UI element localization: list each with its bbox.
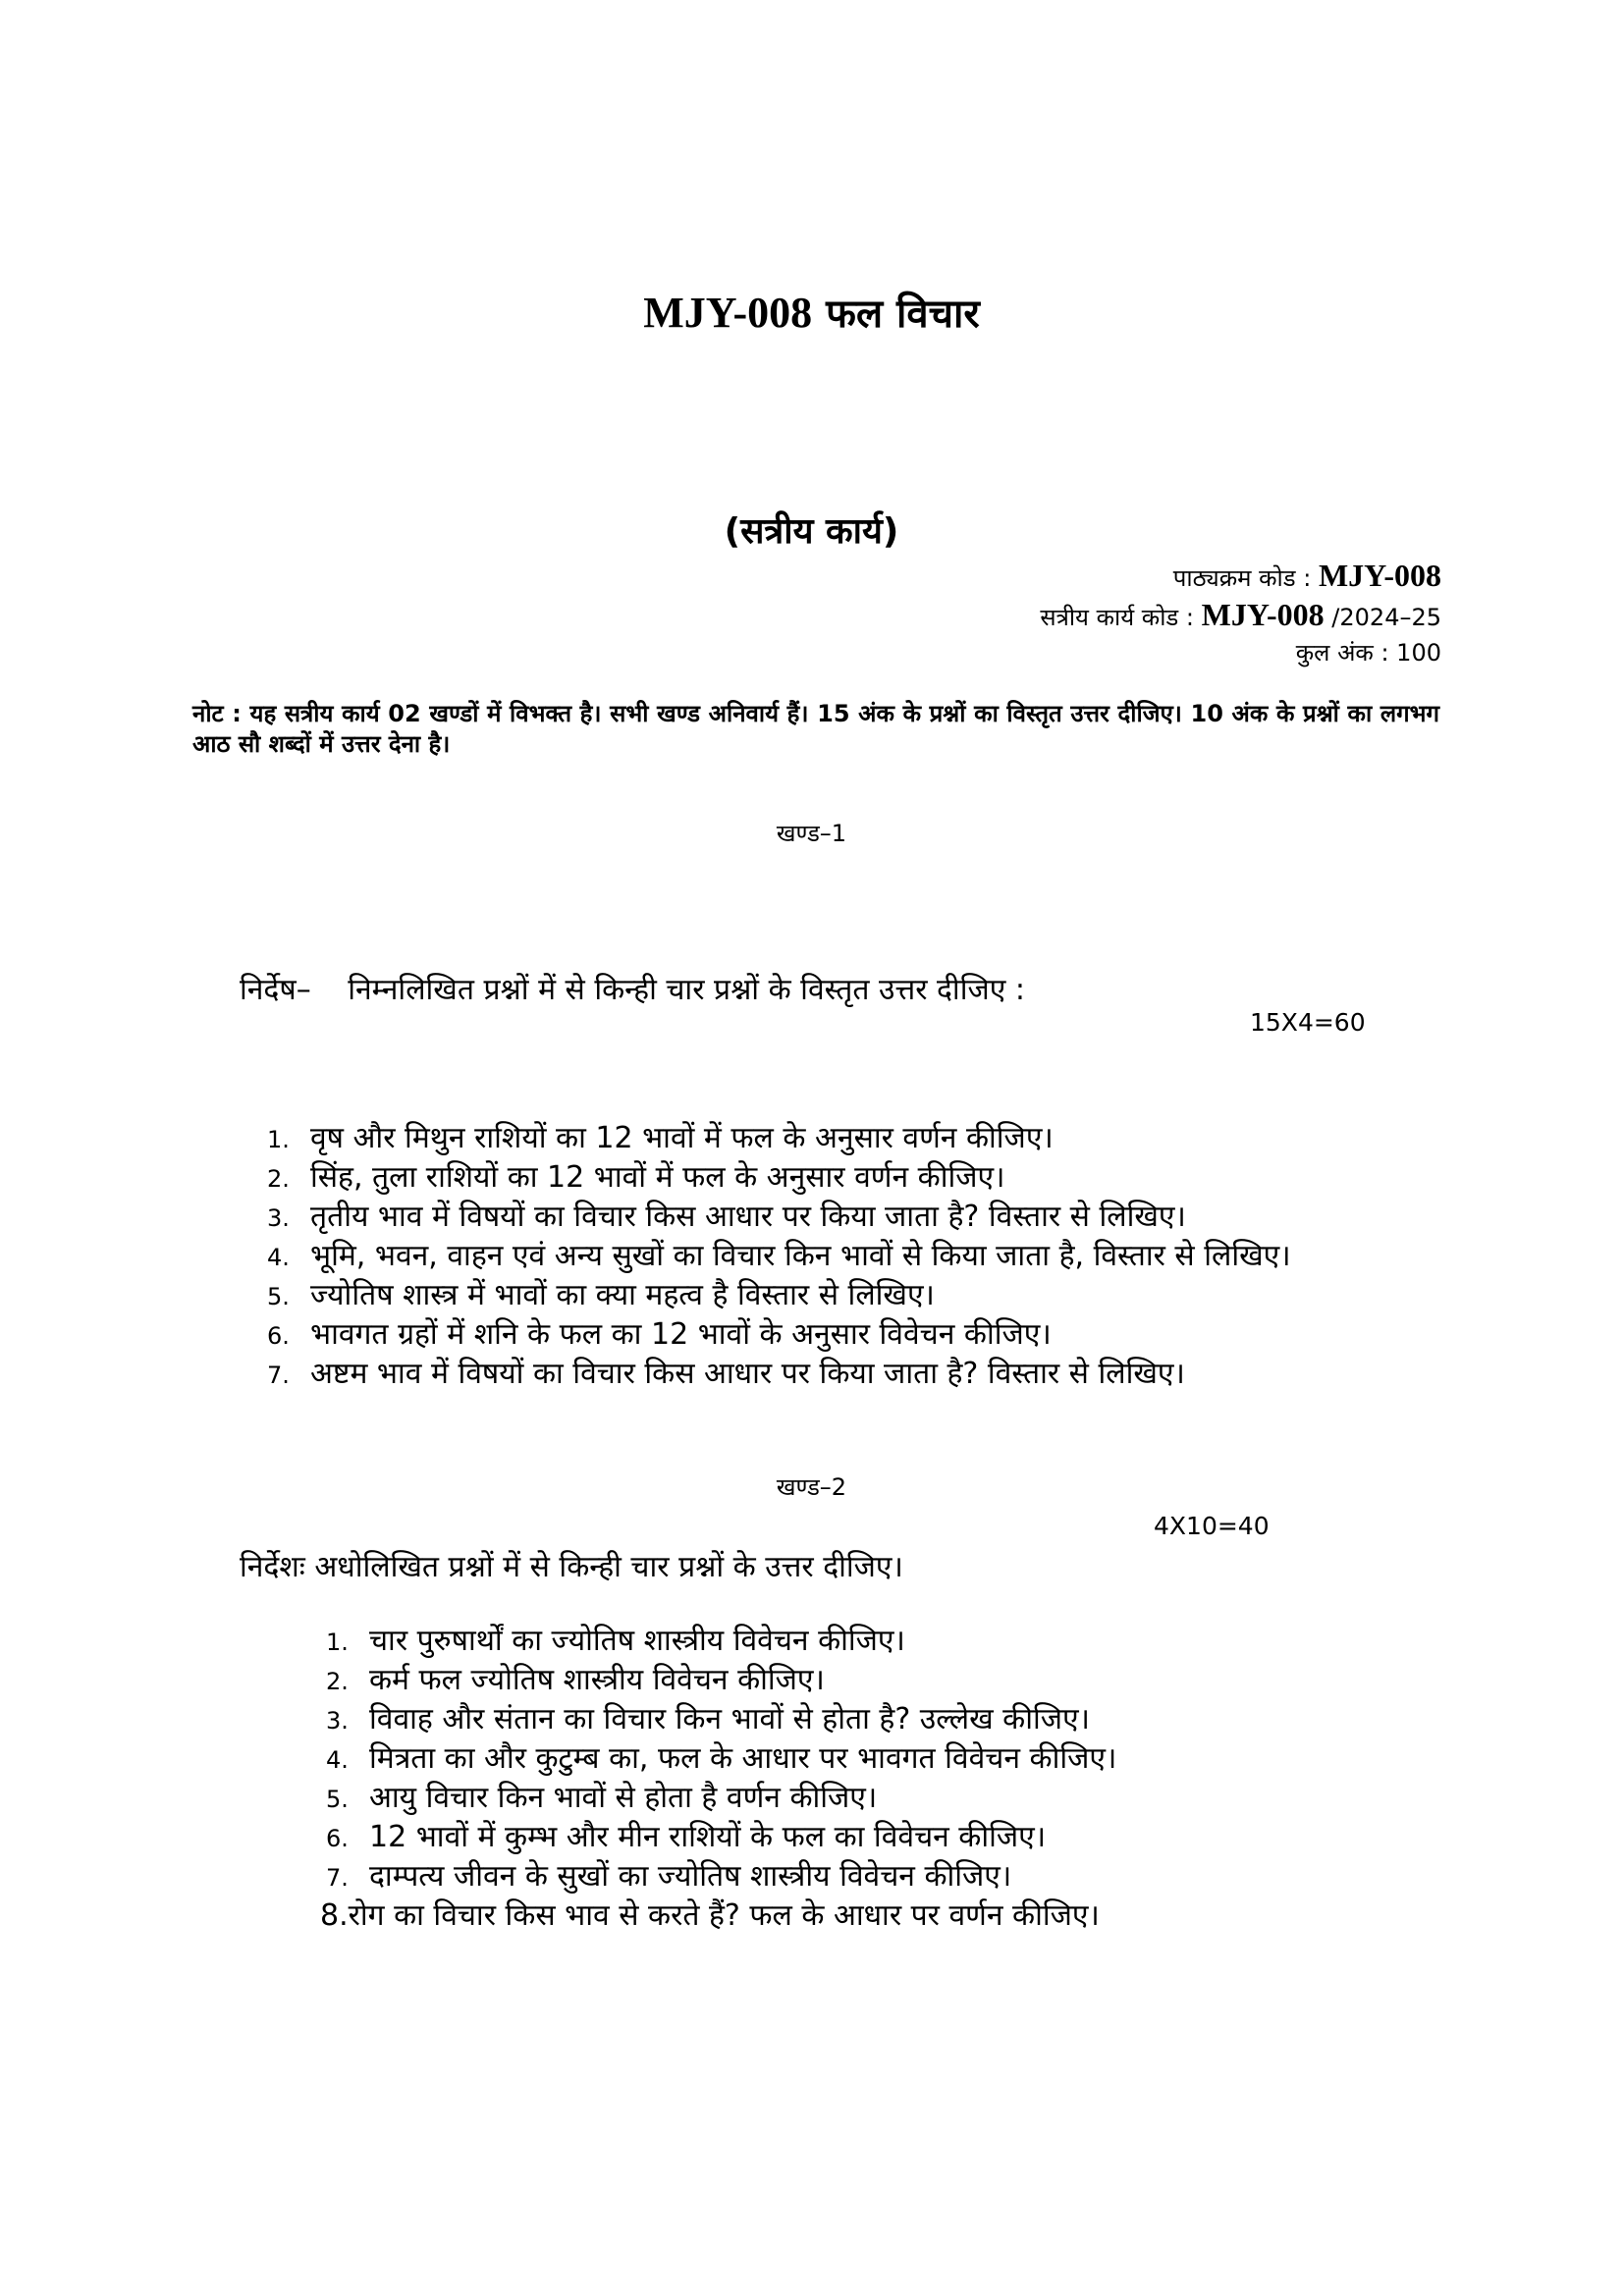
section-2-instruction: निर्देशः अधोलिखित प्रश्नों में से किन्ही चार प्रश्नों के उत्तर दीजिए। (240, 1550, 903, 1584)
question-number: 4. (326, 1746, 349, 1774)
question-number: 5. (267, 1283, 290, 1310)
question-text: वृष और मिथुन राशियों का 12 भावों में फल के अनुसार वर्णन कीजिए। (310, 1121, 1054, 1155)
question-text: विवाह और संतान का विचार किन भावों से होता है? उल्लेख कीजिए। (369, 1702, 1090, 1736)
assignment-code-value: MJY-008 (1201, 597, 1325, 632)
section-1-instruction-text: निम्नलिखित प्रश्नों में से किन्ही चार प्रश्नों के विस्तृत उत्तर दीजिए : (348, 973, 1025, 1007)
question-number: 1. (326, 1629, 349, 1656)
section-1-heading: खण्ड–1 (776, 820, 847, 847)
assignment-year: /2024–25 (1331, 604, 1441, 631)
question-text: ज्योतिष शास्त्र में भावों का क्या महत्व है विस्तार से लिखिए। (310, 1278, 935, 1312)
course-code-line (1173, 558, 1441, 594)
list-item (267, 1237, 1291, 1276)
total-marks: कुल अंक : 100 (1295, 639, 1441, 667)
section-1-marks: 15X4=60 (1250, 1008, 1366, 1037)
list-item (267, 1355, 1291, 1394)
section-1-instruction (240, 968, 1025, 1008)
course-code-value: MJY-008 (1318, 558, 1441, 593)
question-number: 5. (326, 1786, 349, 1813)
assignment-code-label: सत्रीय कार्य कोड : (1040, 604, 1194, 631)
question-text: सिंह, तुला राशियों का 12 भावों में फल के अनुसार वर्णन कीजिए। (310, 1160, 1005, 1195)
question-number: 2. (326, 1668, 349, 1695)
section-2-marks: 4X10=40 (1154, 1512, 1270, 1540)
page-subtitle: (सत्रीय कार्य) (724, 511, 899, 552)
question-text: मित्रता का और कुटुम्ब का, फल के आधार पर भावगत विवेचन कीजिए। (369, 1741, 1117, 1776)
question-text: कर्म फल ज्योतिष शास्त्रीय विवेचन कीजिए। (369, 1663, 825, 1697)
list-item (267, 1119, 1291, 1158)
question-number: 2. (267, 1165, 290, 1193)
question-number: 7. (326, 1864, 349, 1892)
question-number: 4. (267, 1244, 290, 1271)
question-text: अष्टम भाव में विषयों का विचार किस आधार पर किया जाता है? विस्तार से लिखिए। (310, 1357, 1185, 1391)
question-text: दाम्पत्य जीवन के सुखों का ज्योतिष शास्त्रीय विवेचन कीजिए। (369, 1859, 1012, 1894)
question-text: चार पुरुषार्थों का ज्योतिष शास्त्रीय विवेचन कीजिए। (369, 1624, 905, 1658)
section-2-question-8: 8.रोग का विचार किस भाव से करते हैं? फल के आधार पर वर्णन कीजिए। (320, 1898, 1100, 1933)
question-number: 1. (267, 1126, 290, 1153)
question-text: 12 भावों में कुम्भ और मीन राशियों के फल का विवेचन कीजिए। (369, 1820, 1047, 1854)
question-text: आयु विचार किन भावों से होता है वर्णन कीजिए। (369, 1781, 878, 1815)
course-code-label: पाठ्यक्रम कोड : (1172, 564, 1312, 592)
assignment-code-line (1040, 597, 1441, 633)
list-item (267, 1315, 1291, 1355)
list-item (326, 1700, 1116, 1739)
list-item (267, 1276, 1291, 1315)
assignment-note: नोट : यह सत्रीय कार्य 02 खण्डों में विभक्त है। सभी खण्ड अनिवार्य हैं। 15 अंक के प्रश्नों का विस्तृत उत्तर दीजिए। 10 अंक के प्रश्नों का लगभग आठ सौ शब्दों में उत्तर देना है। (192, 700, 1439, 758)
question-text: भावगत ग्रहों में शनि के फल का 12 भावों के अनुसार विवेचन कीजिए। (310, 1317, 1052, 1352)
title-course-code: MJY-008 (643, 289, 813, 337)
question-number: 3. (326, 1707, 349, 1735)
question-text: तृतीय भाव में विषयों का विचार किस आधार पर किया जाता है? विस्तार से लिखिए। (310, 1200, 1186, 1234)
list-item (326, 1857, 1116, 1896)
question-number: 6. (267, 1322, 290, 1350)
list-item (326, 1779, 1116, 1818)
question-number: 3. (267, 1204, 290, 1232)
list-item (326, 1622, 1116, 1661)
title-course-name: फल विचार (826, 292, 980, 337)
question-number: 7. (267, 1362, 290, 1389)
question-text: भूमि, भवन, वाहन एवं अन्य सुखों का विचार किन भावों से किया जाता है, विस्तार से लिखिए। (310, 1239, 1291, 1273)
question-number: 6. (326, 1825, 349, 1852)
section-2-question-list (326, 1622, 1116, 1896)
list-item (267, 1198, 1291, 1237)
section-2-heading: खण्ड–2 (776, 1473, 847, 1501)
page-title (0, 285, 1623, 339)
list-item (267, 1158, 1291, 1198)
section-1-question-list (267, 1119, 1291, 1394)
list-item (326, 1661, 1116, 1700)
list-item (326, 1818, 1116, 1857)
section-1-instruction-label: निर्देष– (240, 973, 311, 1007)
list-item (326, 1739, 1116, 1779)
